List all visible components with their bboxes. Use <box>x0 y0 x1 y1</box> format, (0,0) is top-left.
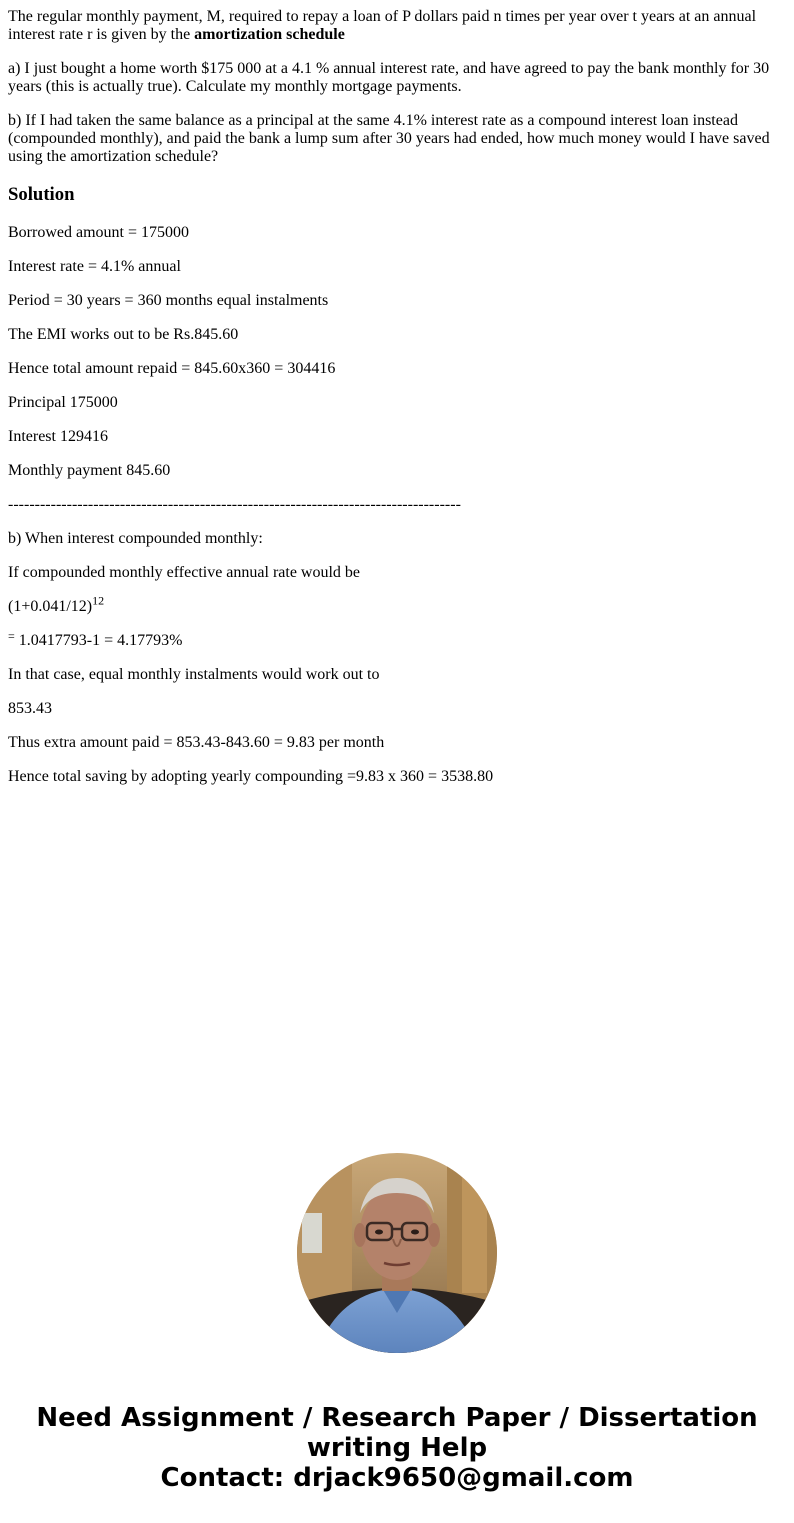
promo-line: Need Assignment / Research Paper / Dissertation <box>36 1403 758 1433</box>
promo-banner <box>0 1403 794 1493</box>
solution-line: Interest 129416 <box>8 428 108 445</box>
solution-line: Borrowed amount = 175000 <box>8 224 189 241</box>
formula-exponent: 12 <box>92 593 105 608</box>
result-text: 1.0417793-1 = 4.17793% <box>14 632 183 649</box>
question-intro <box>8 8 786 44</box>
solution-line: Period = 30 years = 360 months equal instalments <box>8 292 329 309</box>
solution-line: In that case, equal monthly instalments would work out to <box>8 666 380 683</box>
solution-heading: Solution <box>8 184 75 205</box>
solution-line: If compounded monthly effective annual rate would be <box>8 564 361 581</box>
solution-line: 853.43 <box>8 700 52 717</box>
question-part-a: a) I just bought a home worth $175 000 at a 4.1 % annual interest rate, and have agreed to pay the bank monthly for 30 years (this is actually true). Calculate my monthly mortgage payments. <box>8 60 770 95</box>
solution-line: The EMI works out to be Rs.845.60 <box>8 326 239 343</box>
question-part-b: b) If I had taken the same balance as a principal at the same 4.1% interest rate as a compound interest loan instead (compounded monthly), and paid the bank a lump sum after 30 years had ended, how much money would I have saved using the amortization schedule? <box>8 112 770 165</box>
solution-line: b) When interest compounded monthly: <box>8 530 263 547</box>
question-intro-text: The regular monthly payment, M, required to repay a loan of P dollars paid n times per year over t years at an annual interest rate r is given by the <box>8 8 757 43</box>
solution-line: Monthly payment 845.60 <box>8 462 171 479</box>
solution-line: Hence total amount repaid = 845.60x360 = 304416 <box>8 360 336 377</box>
tutor-photo-avatar <box>297 1153 497 1353</box>
document-body <box>8 0 786 802</box>
equals-sign: = <box>8 629 15 643</box>
solution-line: Interest rate = 4.1% annual <box>8 258 181 275</box>
solution-line: Hence total saving by adopting yearly compounding =9.83 x 360 = 3538.80 <box>8 768 494 785</box>
result-line <box>8 629 786 650</box>
solution-line: Principal 175000 <box>8 394 118 411</box>
solution-line: Thus extra amount paid = 853.43-843.60 = 9.83 per month <box>8 734 385 751</box>
promo-line: writing Help <box>306 1433 488 1463</box>
contact-email-line: Contact: drjack9650@gmail.com <box>160 1463 634 1493</box>
formula-line <box>8 593 786 616</box>
amortization-schedule-term: amortization schedule <box>194 26 345 43</box>
divider-line: ------------------------------------------------------------------------------------- <box>8 496 461 513</box>
formula-base: (1+0.041/12) <box>8 598 93 615</box>
